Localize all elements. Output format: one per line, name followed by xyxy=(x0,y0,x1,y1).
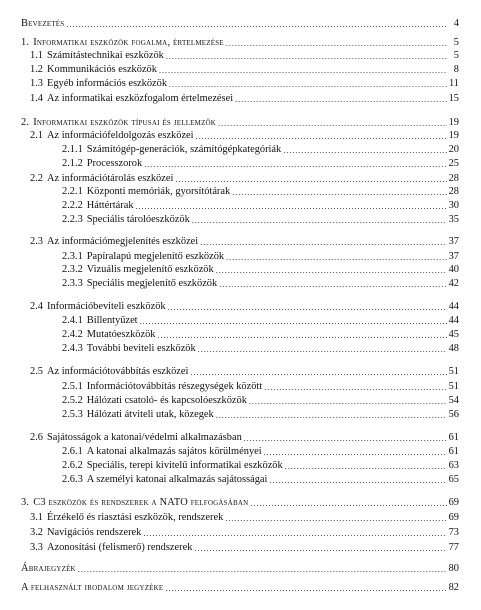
toc-entry-number: 2.3.2 xyxy=(62,264,83,275)
toc-entry xyxy=(62,381,459,393)
toc-entry-title xyxy=(30,130,194,142)
toc-entry-text: A személyi katonai alkalmazás sajátosságai xyxy=(86,474,268,485)
toc-entry-text: Azonosítási (felismerő) rendszerek xyxy=(47,542,193,553)
toc-entry-title xyxy=(30,50,164,62)
toc-page-number: 42 xyxy=(448,278,459,289)
toc-entry-title xyxy=(62,329,155,341)
toc-page-number: 5 xyxy=(453,50,459,61)
toc-entry-number: 3. xyxy=(21,497,30,508)
toc-dot-leader xyxy=(218,119,447,129)
toc-page-number: 5 xyxy=(453,37,459,48)
toc-entry-text: Informatikai eszközök fogalma, értelmezése xyxy=(33,37,224,48)
toc-entry-text: Az információtárolás eszközei xyxy=(47,173,174,184)
toc-entry xyxy=(30,93,459,105)
toc-entry-text: Központi memóriák, gyorsítótárak xyxy=(86,186,231,197)
toc-entry xyxy=(30,366,459,378)
toc-entry-text: Számítógép-generációk, számítógépkategóriák xyxy=(86,144,282,155)
toc-entry-text: Hálózati átviteli utak, közegek xyxy=(86,409,214,420)
toc-dot-leader xyxy=(269,476,446,486)
toc-page-number: 30 xyxy=(448,200,459,211)
toc-entry-title xyxy=(21,497,248,509)
toc-entry-number: 2.4.3 xyxy=(62,343,83,354)
toc-entry xyxy=(30,542,459,554)
toc-dot-leader xyxy=(196,132,447,142)
toc-page-number: 19 xyxy=(448,130,459,141)
toc-dot-leader xyxy=(66,20,447,30)
toc-dot-leader xyxy=(194,544,446,554)
toc-entry-text: A felhasznált irodalom jegyzéke xyxy=(21,582,164,593)
toc-entry xyxy=(21,563,459,575)
toc-entry-number: 2.6.3 xyxy=(62,474,83,485)
toc-entry-text: Processzorok xyxy=(86,158,143,169)
toc-entry-number: 2.5 xyxy=(30,366,43,377)
toc-page-number: 69 xyxy=(448,512,459,523)
toc-entry-text: Érzékelő és riasztási eszközök, rendszerek xyxy=(47,512,224,523)
toc-entry xyxy=(21,497,459,509)
toc-entry-number: 2.1.2 xyxy=(62,158,83,169)
toc-entry-number: 2.6.2 xyxy=(62,460,83,471)
toc-entry xyxy=(30,512,459,524)
toc-entry xyxy=(62,343,459,355)
toc-entry-number: 2. xyxy=(21,117,30,128)
toc-page-number: 65 xyxy=(448,474,459,485)
toc-entry-title xyxy=(30,78,167,90)
toc-entry-number: 2.5.3 xyxy=(62,409,83,420)
toc-entry xyxy=(62,460,459,472)
toc-entry-number: 1.2 xyxy=(30,64,43,75)
toc-entry-text: Navigációs rendszerek xyxy=(47,527,142,538)
toc-entry-number: 2.2.2 xyxy=(62,200,83,211)
toc-entry-number: 2.2 xyxy=(30,173,43,184)
toc-entry-number: 2.5.2 xyxy=(62,395,83,406)
toc-entry-text: Bevezetés xyxy=(21,18,65,29)
toc-page-number: 15 xyxy=(448,93,459,104)
toc-page-number: 61 xyxy=(448,446,459,457)
toc-entry-number: 1.1 xyxy=(30,50,43,61)
toc-entry-text: Speciális, terepi kivitelű informatikai eszközök xyxy=(86,460,283,471)
toc-entry-title xyxy=(21,37,224,49)
toc-dot-leader xyxy=(159,66,447,76)
toc-page-number: 4 xyxy=(453,18,459,29)
toc-dot-leader xyxy=(144,160,446,170)
toc-entry xyxy=(21,582,459,594)
toc-entry xyxy=(62,409,459,421)
toc-entry xyxy=(62,264,459,276)
toc-entry-text: Billentyűzet xyxy=(86,315,138,326)
toc-entry-title xyxy=(21,117,216,129)
toc-entry-number: 1.4 xyxy=(30,93,43,104)
toc-dot-leader xyxy=(190,368,446,378)
toc-entry-number: 2.2.3 xyxy=(62,214,83,225)
toc-dot-leader xyxy=(168,303,447,313)
toc-page-number: 35 xyxy=(448,214,459,225)
toc-dot-leader xyxy=(216,266,447,276)
toc-entry-title xyxy=(30,432,242,444)
toc-entry-number: 3.1 xyxy=(30,512,43,523)
toc-dot-leader xyxy=(232,188,446,198)
toc-page-number: 19 xyxy=(448,117,459,128)
toc-dot-leader xyxy=(166,52,447,62)
toc-entry xyxy=(62,395,459,407)
toc-entry xyxy=(30,78,459,90)
toc-entry-title xyxy=(62,278,217,290)
toc-entry-text: További beviteli eszközök xyxy=(86,343,196,354)
toc-entry-title xyxy=(62,460,283,472)
toc-entry-text: Az információfeldolgozás eszközei xyxy=(47,130,194,141)
toc-page-number: 8 xyxy=(453,64,459,75)
toc-entry-title xyxy=(62,251,224,263)
toc-page-number: 28 xyxy=(448,173,459,184)
toc-entry-title xyxy=(30,236,198,248)
toc-dot-leader xyxy=(192,216,447,226)
toc-entry xyxy=(30,527,459,539)
toc-entry-number: 2.1 xyxy=(30,130,43,141)
toc-entry xyxy=(30,301,459,313)
toc-entry-number: 3.2 xyxy=(30,527,43,538)
toc-entry-text: Információtovábbítás részegységek között xyxy=(86,381,263,392)
toc-entry-text: Informatikai eszközök típusai és jellemzők xyxy=(33,117,217,128)
toc-dot-leader xyxy=(157,331,446,341)
toc-entry xyxy=(62,329,459,341)
toc-page-number: 11 xyxy=(448,78,459,89)
toc-entry-number: 2.1.1 xyxy=(62,144,83,155)
toc-dot-leader xyxy=(198,345,447,355)
toc-entry-title xyxy=(30,542,192,554)
toc-page-number: 61 xyxy=(448,432,459,443)
toc-page-number: 69 xyxy=(448,497,459,508)
toc-entry-text: Háttértárak xyxy=(86,200,134,211)
toc-entry-text: A katonai alkalmazás sajátos körülményei xyxy=(86,446,262,457)
toc-page-number: 82 xyxy=(448,582,459,593)
toc-entry xyxy=(21,37,459,49)
toc-dot-leader xyxy=(136,202,447,212)
toc-entry-text: Speciális megjelenítő eszközök xyxy=(86,278,218,289)
toc-entry-text: Sajátosságok a katonai/védelmi alkalmazásban xyxy=(47,432,242,443)
toc-entry-number: 2.5.1 xyxy=(62,381,83,392)
toc-entry-number: 2.4 xyxy=(30,301,43,312)
toc-dot-leader xyxy=(140,317,447,327)
toc-dot-leader xyxy=(216,411,447,421)
toc-entry-title xyxy=(21,563,76,575)
toc-dot-leader xyxy=(169,80,447,90)
toc-entry-title xyxy=(30,301,166,313)
toc-entry-number: 2.6 xyxy=(30,432,43,443)
toc-page-number: 20 xyxy=(448,144,459,155)
toc-page-number: 44 xyxy=(448,301,459,312)
toc-entry-title xyxy=(62,446,262,458)
toc-entry-number: 3.3 xyxy=(30,542,43,553)
toc-page-number: 51 xyxy=(448,366,459,377)
toc-entry xyxy=(30,50,459,62)
toc-entry-number: 2.3.1 xyxy=(62,251,83,262)
toc-entry xyxy=(30,236,459,248)
toc-entry xyxy=(62,186,459,198)
toc-entry-text: Vizuális megjelenítő eszközök xyxy=(86,264,214,275)
toc-entry xyxy=(62,278,459,290)
toc-entry-title xyxy=(62,343,196,355)
toc-dot-leader xyxy=(264,383,446,393)
toc-entry-title xyxy=(30,527,141,539)
toc-page-number: 73 xyxy=(448,527,459,538)
toc-entry xyxy=(21,18,459,30)
toc-dot-leader xyxy=(244,434,447,444)
toc-page-number: 51 xyxy=(448,381,459,392)
toc-dot-leader xyxy=(165,584,446,594)
toc-entry-title xyxy=(62,144,281,156)
toc-entry-text: Mutatóeszközök xyxy=(86,329,156,340)
toc-entry xyxy=(62,315,459,327)
toc-entry-text: Az információmegjelenítés eszközei xyxy=(47,236,199,247)
toc-entry-text: C3 eszközök és rendszerek a NATO felfogásában xyxy=(33,497,249,508)
toc-entry-title xyxy=(21,582,163,594)
toc-page-number: 28 xyxy=(448,186,459,197)
toc-dot-leader xyxy=(249,397,447,407)
toc-entry xyxy=(62,144,459,156)
toc-entry xyxy=(30,432,459,444)
toc-entry-title xyxy=(62,158,142,170)
toc-page-number: 80 xyxy=(448,563,459,574)
toc-entry-title xyxy=(62,381,262,393)
toc-entry-text: Hálózati csatoló- és kapcsolóeszközök xyxy=(86,395,247,406)
toc-entry xyxy=(30,130,459,142)
toc-page-number: 44 xyxy=(448,315,459,326)
toc-dot-leader xyxy=(219,280,446,290)
toc-page-number: 37 xyxy=(448,251,459,262)
toc-entry xyxy=(62,200,459,212)
toc-entry-title xyxy=(30,93,233,105)
toc-entry-number: 2.4.1 xyxy=(62,315,83,326)
toc-entry xyxy=(62,251,459,263)
toc-entry-text: Speciális tárolóeszközök xyxy=(86,214,190,225)
toc-dot-leader xyxy=(175,175,446,185)
toc-entry-title xyxy=(30,64,157,76)
toc-entry-text: Egyéb információs eszközök xyxy=(47,78,168,89)
toc-dot-leader xyxy=(78,565,447,575)
toc-page-number: 77 xyxy=(448,542,459,553)
toc-entry-number: 1.3 xyxy=(30,78,43,89)
toc-dot-leader xyxy=(200,238,446,248)
toc-entry xyxy=(30,64,459,76)
toc-entry xyxy=(62,446,459,458)
toc-entry xyxy=(62,158,459,170)
toc-entry-number: 2.3 xyxy=(30,236,43,247)
toc-entry-number: 1. xyxy=(21,37,30,48)
toc-page-number: 37 xyxy=(448,236,459,247)
toc-dot-leader xyxy=(285,462,447,472)
toc-entry xyxy=(62,474,459,486)
toc-entry-title xyxy=(62,395,247,407)
toc-dot-leader xyxy=(143,529,446,539)
toc-entry-title xyxy=(62,200,134,212)
toc-entry-text: Az információtovábbítás eszközei xyxy=(47,366,189,377)
toc-entry-text: Papíralapú megjelenítő eszközök xyxy=(86,251,225,262)
toc-entry-title xyxy=(62,186,230,198)
toc-entry-title xyxy=(62,474,267,486)
toc-dot-leader xyxy=(250,499,446,509)
toc-entry-number: 2.4.2 xyxy=(62,329,83,340)
toc-entry-number: 2.6.1 xyxy=(62,446,83,457)
toc-entry-title xyxy=(62,264,214,276)
toc-page-number: 45 xyxy=(448,329,459,340)
toc-page-number: 54 xyxy=(448,395,459,406)
toc-entry-text: Ábrajegyzék xyxy=(21,563,76,574)
toc-entry-number: 2.3.3 xyxy=(62,278,83,289)
toc-page-number: 48 xyxy=(448,343,459,354)
toc-entry-title xyxy=(62,315,138,327)
toc-entry-title xyxy=(62,409,214,421)
toc-entry-title xyxy=(30,173,173,185)
toc-entry xyxy=(30,173,459,185)
toc-page-number: 40 xyxy=(448,264,459,275)
toc-dot-leader xyxy=(225,514,446,524)
toc-page-number: 56 xyxy=(448,409,459,420)
toc-entry-text: Kommunikációs eszközök xyxy=(47,64,157,75)
toc-dot-leader xyxy=(283,146,446,156)
toc-entry xyxy=(62,214,459,226)
toc-entry-number: 2.2.1 xyxy=(62,186,83,197)
toc-entry-text: Számítástechnikai eszközök xyxy=(47,50,164,61)
toc-entry xyxy=(21,117,459,129)
toc-dot-leader xyxy=(226,39,447,49)
toc-entry-text: Az informatikai eszközfogalom értelmezései xyxy=(47,93,234,104)
toc-entry-title xyxy=(30,512,223,524)
toc-page-number: 25 xyxy=(448,158,459,169)
toc-entry-text: Információbeviteli eszközök xyxy=(47,301,166,312)
toc-dot-leader xyxy=(264,448,447,458)
toc-page-number: 63 xyxy=(448,460,459,471)
toc-dot-leader xyxy=(235,95,447,105)
toc-entry-title xyxy=(62,214,190,226)
toc-entry-title xyxy=(21,18,64,30)
toc-dot-leader xyxy=(226,253,446,263)
toc-entry-title xyxy=(30,366,188,378)
